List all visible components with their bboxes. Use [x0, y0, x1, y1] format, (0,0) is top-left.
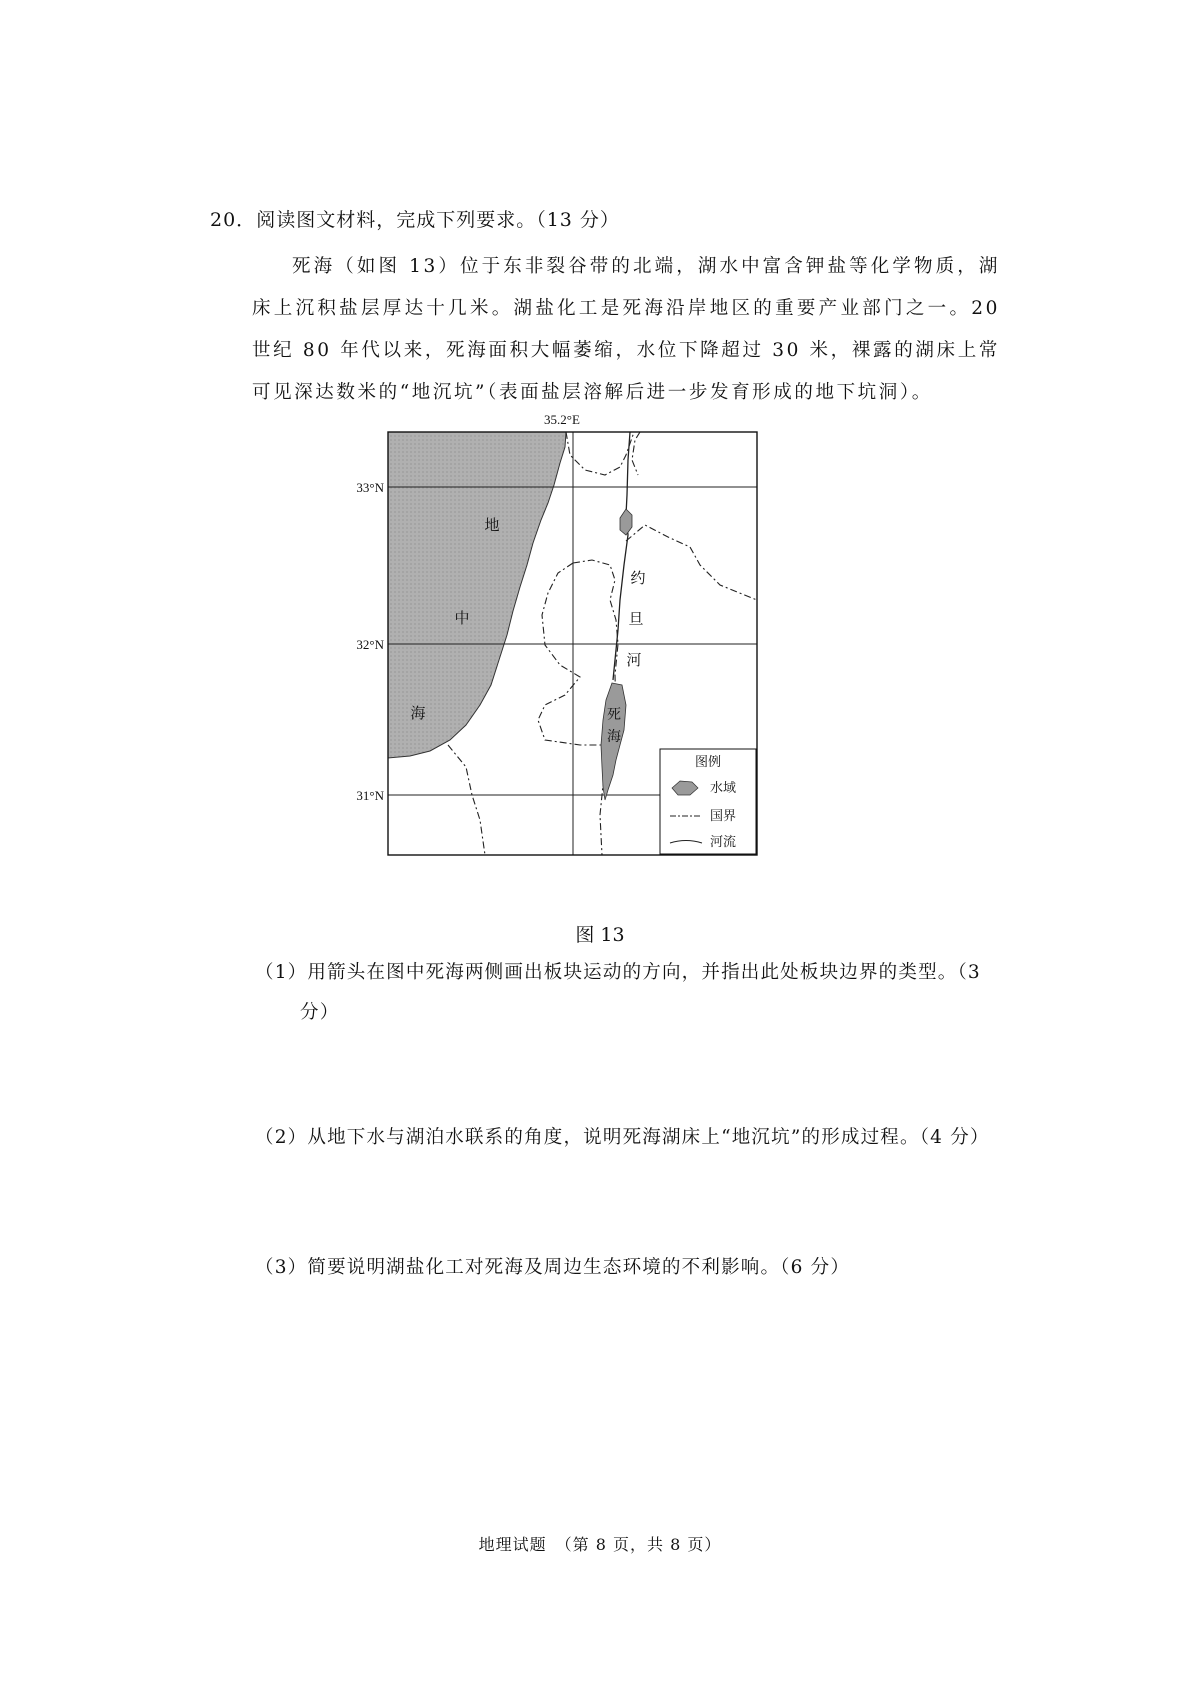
- subquestion-1-line2: 分）: [300, 1002, 340, 1023]
- sea-name-char-2: 中: [454, 609, 470, 627]
- page-footer: 地理试题 （第 8 页，共 8 页）: [478, 1535, 722, 1554]
- legend-river-label: 河流: [710, 835, 737, 850]
- legend-title: 图例: [694, 755, 722, 770]
- subquestion-2: （2）从地下水与湖泊水联系的角度，说明死海湖床上“地沉坑”的形成过程。（4 分）: [255, 1127, 990, 1148]
- lake-name-char-2: 海: [607, 729, 621, 745]
- map-legend: [660, 749, 756, 854]
- lake-galilee: [620, 509, 632, 535]
- river-name-char-1: 约: [630, 569, 646, 587]
- latitude-label-31: 31°N: [356, 788, 384, 803]
- legend-border-label: 国界: [710, 809, 737, 824]
- river-name-char-3: 河: [626, 651, 642, 669]
- subquestion-3: （3）简要说明湖盐化工对死海及周边生态环境的不利影响。（6 分）: [255, 1257, 851, 1278]
- legend-water-label: 水域: [710, 781, 737, 796]
- dead-sea-map: [356, 412, 850, 895]
- question-header: [210, 205, 620, 232]
- latitude-label-32: 32°N: [356, 637, 384, 652]
- sea-name-char-1: 地: [484, 516, 500, 534]
- subquestion-1-line1: （1）用箭头在图中死海两侧画出板块运动的方向，并指出此处板块边界的类型。（3: [255, 962, 981, 983]
- river-name-char-2: 旦: [628, 610, 644, 628]
- question-number: 20．: [210, 209, 257, 231]
- latitude-label-33: 33°N: [356, 480, 384, 495]
- lake-name-char-1: 死: [607, 707, 621, 723]
- subquestion-1: [255, 953, 1000, 1033]
- longitude-label: 35.2°E: [544, 412, 580, 427]
- figure-caption: 图 13: [575, 924, 625, 946]
- sea-name-char-3: 海: [410, 704, 426, 722]
- question-title: 阅读图文材料，完成下列要求。（13 分）: [256, 209, 620, 231]
- question-passage: 死海（如图 13）位于东非裂谷带的北端，湖水中富含钾盐等化学物质，湖床上沉积盐层厚达十几米。湖盐化工是死海沿岸地区的重要产业部门之一。20 世纪 80 年代以来，死海面积大幅萎缩，水位下降超过 30 米，裸露的湖床上常可见深达数米的“地沉坑”（表面盐层溶解后进一步发育形成的地下坑洞）。: [252, 256, 1000, 403]
